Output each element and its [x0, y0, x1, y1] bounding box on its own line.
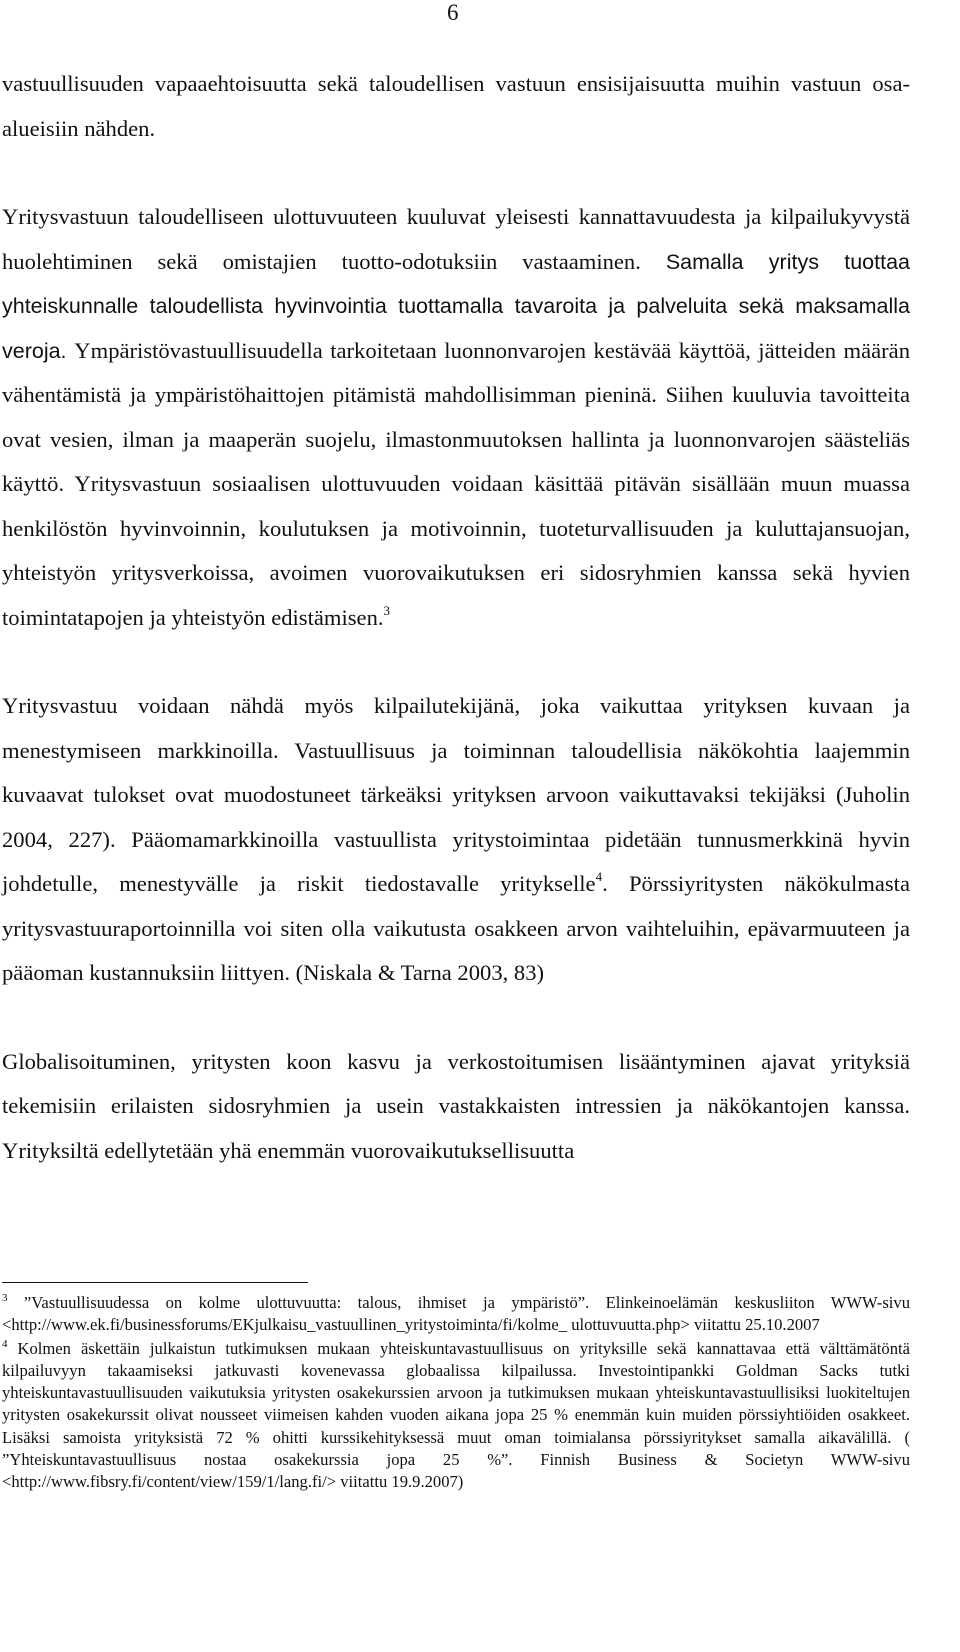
paragraph — [2, 1040, 910, 1174]
text-run: vastuullisuuden vapaaehtoisuutta sekä taloudellisen vastuun ensisijaisuutta muihin vastuun osa-alueisiin nähden. — [2, 71, 910, 141]
footnote-reference: 4 — [595, 869, 603, 884]
text-run: Ympäristövastuullisuudella tarkoitetaan luonnonvarojen kestävää käyttöä, jätteiden määrän vähentämistä ja ympäristöhaittojen pitämistä mahdollisimman pieninä. — [2, 337, 910, 407]
footnote — [2, 1292, 910, 1337]
footnote-separator — [2, 1282, 308, 1283]
text-run: . Pörssiyritysten näkökulmasta yritysvastuuraportoinnilla voi siten olla vaikutusta osakkeen arvon vaihteluihin, epävarmuuteen ja pääoman kustannuksiin liittyen. (Niskala & Tarna 2003, 83) — [2, 871, 910, 985]
body-text — [2, 62, 910, 1173]
text-run: Siihen kuuluvia tavoitteita ovat vesien, ilman ja maaperän suojelu, ilmastonmuutoksen hallinta ja luonnonvarojen säästeliäs käyttö. — [2, 382, 910, 496]
footnote — [2, 1338, 910, 1494]
footnote-number: 4 — [2, 1337, 8, 1350]
page-number: 6 — [447, 0, 459, 25]
footnote-reference: 3 — [383, 602, 391, 618]
text-run: Vastuullisuus ja toiminnan taloudellisia näkökohtia laajemmin kuvaavat tulokset ovat muodostuneet tärkeäksi yrityksen arvoon vaikuttavaksi tekijäksi (Juholin 2004, 227). Pääomamarkkinoilla vastuullista yritystoimintaa pidetään tunnusmerkkinä hyvin johdetulle, menestyvälle ja riskit tiedostavalle yritykselle — [2, 737, 911, 896]
footnotes — [2, 1292, 910, 1494]
footnote-text: ”Vastuullisuudessa on kolme ulottuvuutta: talous, ihmiset ja ympäristö”. Elinkeinoelämän keskusliiton WWW-sivu <http://www.ek.fi/businessforums/EKjulkaisu_vastuullinen_yritystoiminta/fi/kolme_ ulottuvuutta.php> viitattu 25.10.2007 — [2, 1293, 910, 1335]
footnote-text: Kolmen äskettäin julkaistun tutkimuksen mukaan yhteiskuntavastuullisuus on yrityksille sekä kannattavaa että välttämätöntä kilpailuvyyn takaamiseksi jatkuvasti kovenevassa globaalissa kilpailussa. Investointipankki Goldman Sacks tutki yhteiskuntavastuullisuuden vaikutuksia yritysten osakekurssien arvoon ja tutkimuksen mukaan yhteiskuntavastuullisiksi luokiteltujen yritysten osakekurssit olivat nousseet viimeisen kahden vuoden aikana jopa 25 % enemmän kuin muiden pörssiyhtiöiden osakkeet. Lisäksi samoista yrityksistä 72 % ohitti kurssikehityksessä muut oman toimialansa pörssiyritykset samalla aikavälillä. ( ”Yhteiskuntavastuullisuus nostaa osakekurssia jopa 25 %”. Finnish Business & Societyn WWW-sivu <http://www.fibsry.fi/content/view/159/1/lang.fi/> viitattu 19.9.2007) — [2, 1338, 910, 1492]
footnote-number: 3 — [2, 1292, 8, 1304]
paragraph — [2, 62, 910, 151]
text-run: Yritysvastuun taloudelliseen ulottuvuuteen kuuluvat yleisesti kannattavuudesta ja kilpailukyvystä huolehtiminen sekä omistajien tuotto-odotuksiin vastaaminen. — [2, 204, 910, 274]
paragraph — [2, 195, 910, 640]
text-run: Samalla yritys tuottaa yhteiskunnalle taloudellista hyvinvointia tuottamalla tavaroita ja palveluita sekä maksamalla veroja. — [2, 249, 911, 363]
text-run: Yritysvastuun sosiaalisen ulottuvuuden voidaan käsittää pitävän sisällään muun muassa henkilöstön hyvinvoinnin, koulutuksen ja motivoinnin, tuoteturvallisuuden ja kuluttajansuojan, yhteistyön yritysverkoissa, avoimen vuorovaikutuksen eri sidosryhmien kanssa sekä hyvien toimintatapojen ja yhteistyön edistämisen. — [2, 471, 910, 630]
text-run: Globalisoituminen, yritysten koon kasvu ja verkostoitumisen lisääntyminen ajavat yrityksiä tekemisiin erilaisten sidosryhmien ja usein vastakkaisten intressien ja näkökantojen kanssa. Yrityksiltä edellytetään yhä enemmän vuorovaikutuksellisuutta — [2, 1048, 910, 1163]
paragraph — [2, 684, 910, 996]
text-run: Yritysvastuu voidaan nähdä myös kilpailutekijänä, joka vaikuttaa yrityksen kuvaan ja menestymiseen markkinoilla. — [2, 693, 910, 763]
